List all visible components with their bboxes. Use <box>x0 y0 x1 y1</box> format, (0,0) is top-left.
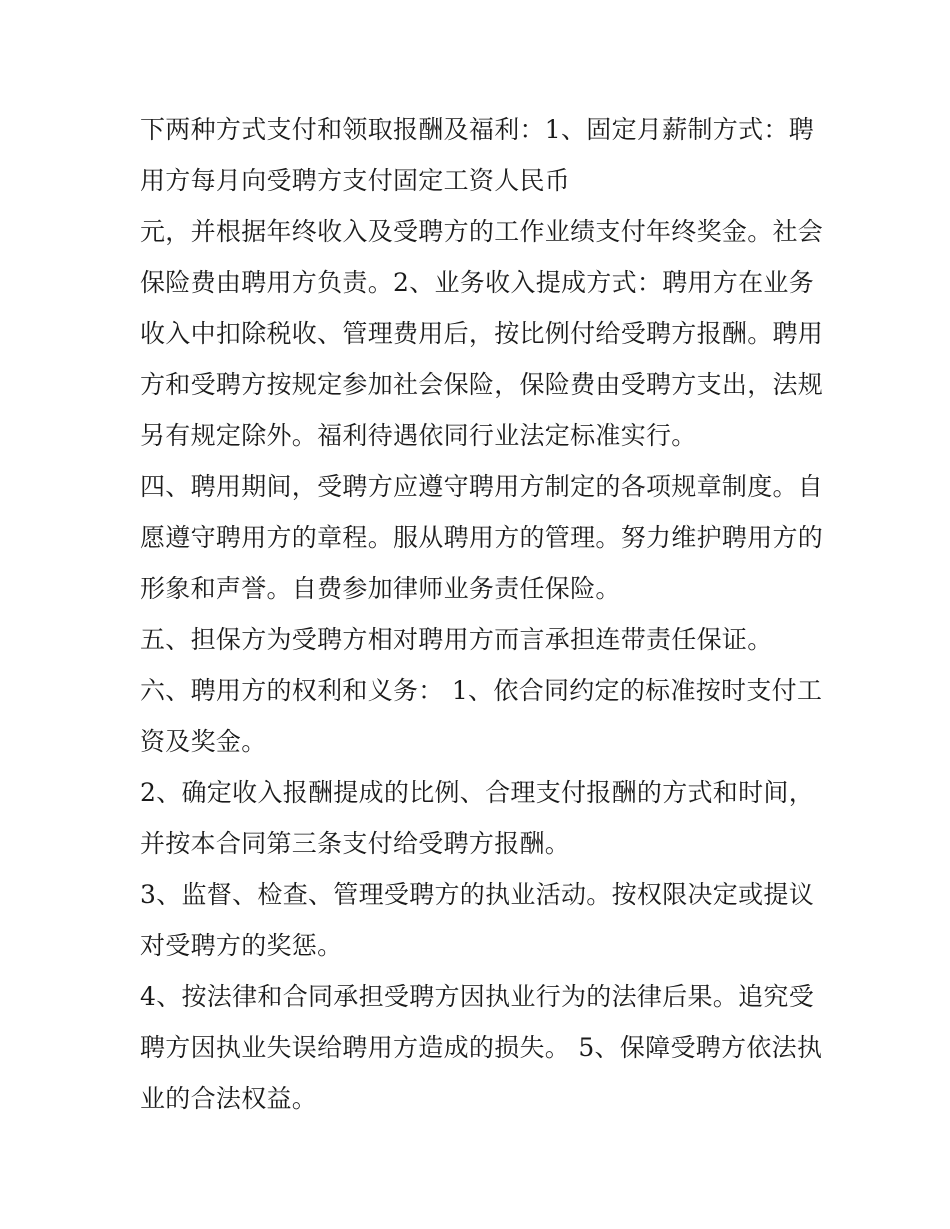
text-line: 用方每月向受聘方支付固定工资人民币 <box>140 166 571 195</box>
text-line: 五、担保方为受聘方相对聘用方而言承担连带责任保证。 <box>140 625 773 654</box>
text-line: 3、监督、检查、管理受聘方的执业活动。按权限决定或提议 <box>140 880 815 909</box>
text-line: 并按本合同第三条支付给受聘方报酬。 <box>140 829 571 858</box>
text-line: 保险费由聘用方负责。2、业务收入提成方式：聘用方在业务 <box>140 268 815 297</box>
text-line: 形象和声誉。自费参加律师业务责任保险。 <box>140 574 621 603</box>
text-line: 另有规定除外。福利待遇依同行业法定标准实行。 <box>140 421 697 450</box>
text-line: 资及奖金。 <box>140 727 267 756</box>
text-line: 聘方因执业失误给聘用方造成的损失。 5、保障受聘方依法执 <box>140 1033 823 1062</box>
text-line: 元，并根据年终收入及受聘方的工作业绩支付年终奖金。社会 <box>140 217 824 246</box>
text-line: 2、确定收入报酬提成的比例、合理支付报酬的方式和时间， <box>140 778 815 807</box>
text-line: 4、按法律和合同承担受聘方因执业行为的法律后果。追究受 <box>140 982 815 1011</box>
text-line: 方和受聘方按规定参加社会保险，保险费由受聘方支出，法规 <box>140 370 824 399</box>
text-line: 下两种方式支付和领取报酬及福利：1、固定月薪制方式：聘 <box>140 115 815 144</box>
document-body <box>140 104 830 1124</box>
text-line: 业的合法权益。 <box>140 1084 318 1113</box>
text-line: 对受聘方的奖惩。 <box>140 931 343 960</box>
text-line: 愿遵守聘用方的章程。服从聘用方的管理。努力维护聘用方的 <box>140 523 824 552</box>
text-line: 六、聘用方的权利和义务： 1、依合同约定的标准按时支付工 <box>140 676 823 705</box>
text-line: 收入中扣除税收、管理费用后，按比例付给受聘方报酬。聘用 <box>140 319 824 348</box>
text-line: 四、聘用期间，受聘方应遵守聘用方制定的各项规章制度。自 <box>140 472 824 501</box>
